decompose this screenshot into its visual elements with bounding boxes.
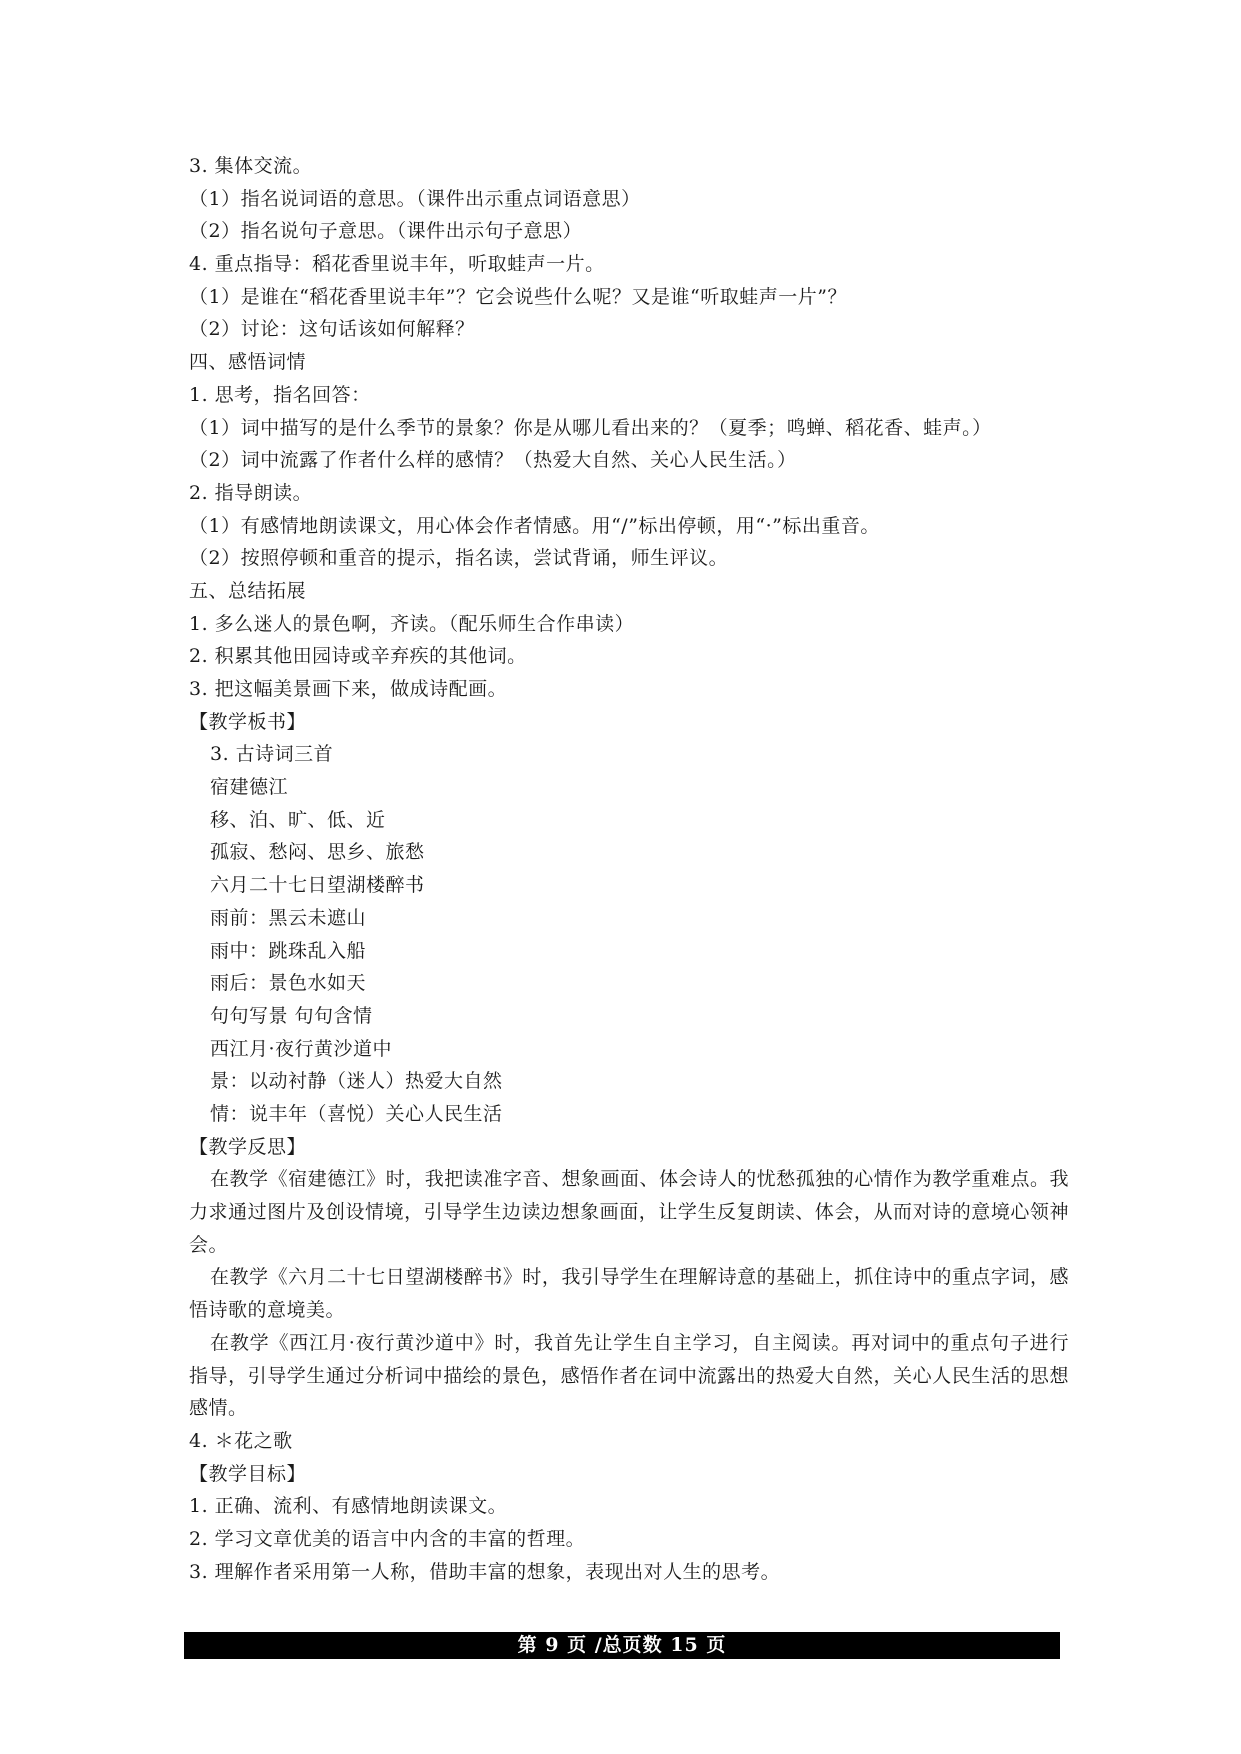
board-line: 宿建德江 [210, 776, 289, 799]
text-line: 2. 指导朗读。 [189, 481, 313, 504]
board-line: 六月二十七日望湖楼醉书 [210, 874, 425, 897]
text-line: （2）词中流露了作者什么样的感情？（热爱大自然、关心人民生活。） [189, 449, 797, 472]
reflection-paragraph: 在教学《西江月·夜行黄沙道中》时，我首先让学生自主学习，自主阅读。再对词中的重点句子进行指导，引导学生通过分析词中描绘的景色，感悟作者在词中流露出的热爱大自然，关心人民生活的思想感情。 [189, 1331, 1069, 1420]
text-line: 1. 正确、流利、有感情地朗读课文。 [189, 1495, 508, 1518]
text-line: （1）词中描写的是什么季节的景象？你是从哪儿看出来的？（夏季；鸣蝉、稻花香、蛙声。） [189, 416, 992, 439]
text-line: 4. 重点指导：稻花香里说丰年，听取蛙声一片。 [189, 253, 605, 276]
text-line: （2）讨论：这句话该如何解释？ [189, 318, 475, 341]
section-heading: 【教学反思】 [189, 1135, 307, 1158]
text-line: （2）指名说句子意思。（课件出示句子意思） [189, 220, 583, 243]
board-line: 景：以动衬静（迷人）热爱大自然 [210, 1070, 503, 1093]
reflection-paragraph: 在教学《六月二十七日望湖楼醉书》时，我引导学生在理解诗意的基础上，抓住诗中的重点字词，感悟诗歌的意境美。 [189, 1266, 1069, 1322]
lesson-title: 4. ＊花之歌 [189, 1429, 293, 1452]
text-line: 2. 积累其他田园诗或辛弃疾的其他词。 [189, 645, 527, 668]
section-heading: 【教学目标】 [189, 1462, 307, 1485]
document-body [189, 150, 1069, 1588]
text-line: 1. 多么迷人的景色啊，齐读。（配乐师生合作串读） [189, 612, 635, 635]
board-line: 孤寂、愁闷、思乡、旅愁 [210, 841, 425, 864]
text-line: （2）按照停顿和重音的提示，指名读，尝试背诵，师生评议。 [189, 547, 729, 570]
text-line: 3. 把这幅美景画下来，做成诗配画。 [189, 678, 508, 700]
board-line: 雨前：黑云未遮山 [210, 906, 367, 929]
text-line: （1）指名说词语的意思。（课件出示重点词语意思） [189, 187, 641, 210]
board-line: 情：说丰年（喜悦）关心人民生活 [210, 1102, 503, 1125]
board-line: 句句写景 句句含情 [210, 1004, 373, 1027]
reflection-paragraph: 在教学《宿建德江》时，我把读准字音、想象画面、体会诗人的忧愁孤独的心情作为教学重难点。我力求通过图片及创设情境，引导学生边读边想象画面，让学生反复朗读、体会，从而对诗的意境心领神会。 [189, 1168, 1069, 1256]
text-line: 2. 学习文章优美的语言中内含的丰富的哲理。 [189, 1528, 586, 1550]
text-line: （1）是谁在“稻花香里说丰年”？它会说些什么呢？又是谁“听取蛙声一片”？ [189, 285, 847, 308]
board-line: 移、泊、旷、低、近 [210, 808, 386, 831]
section-heading: 五、总结拓展 [189, 579, 307, 602]
text-line: 3. 集体交流。 [189, 155, 313, 177]
board-line: 西江月·夜行黄沙道中 [210, 1037, 393, 1060]
board-line: 雨中：跳珠乱入船 [210, 939, 367, 962]
text-line: （1）有感情地朗读课文，用心体会作者情感。用“/”标出停顿，用“·”标出重音。 [189, 514, 880, 537]
text-line: 1. 思考，指名回答： [189, 383, 371, 406]
page-footer: 第 9 页 /总页数 15 页 [184, 1632, 1060, 1659]
board-line: 雨后：景色水如天 [210, 972, 367, 995]
section-heading: 【教学板书】 [189, 710, 307, 733]
board-line: 3. 古诗词三首 [210, 743, 334, 766]
section-heading: 四、感悟词情 [189, 351, 307, 374]
text-line: 3. 理解作者采用第一人称，借助丰富的想象，表现出对人生的思考。 [189, 1560, 781, 1583]
